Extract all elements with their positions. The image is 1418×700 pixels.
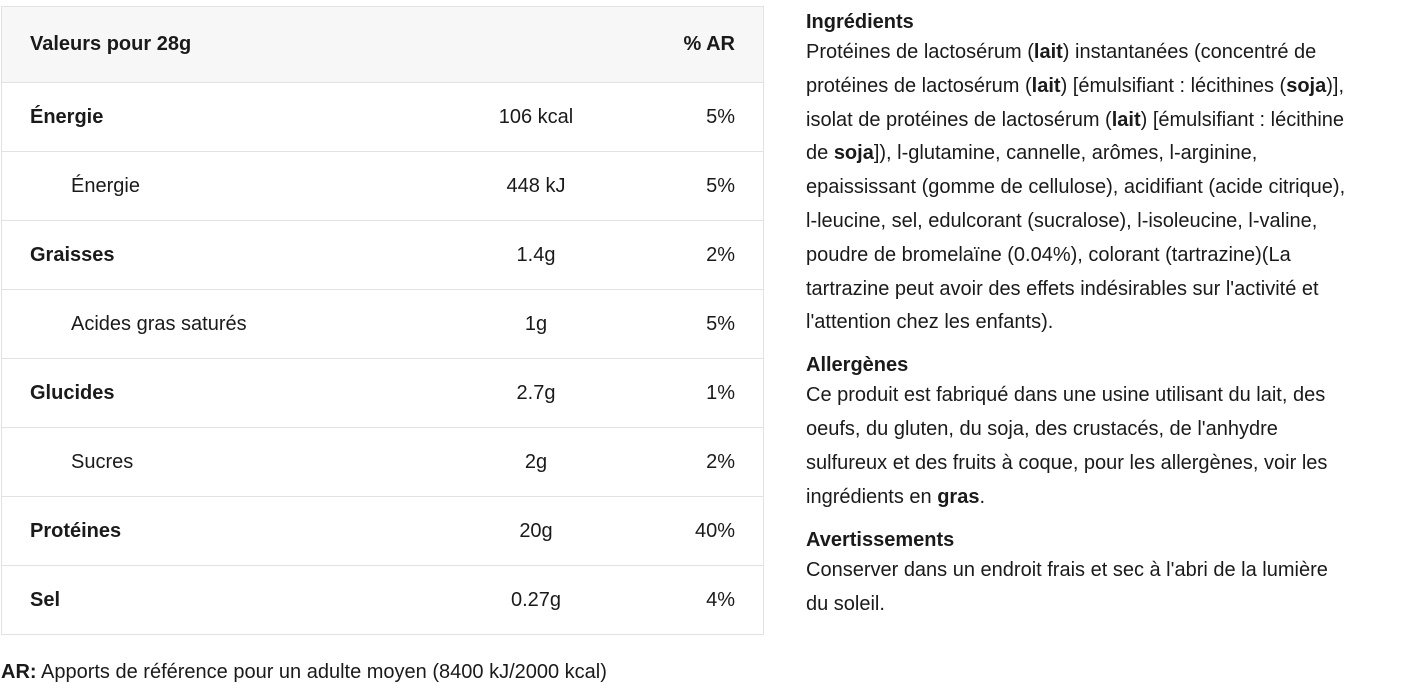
warnings-text <box>806 554 1418 622</box>
nutrition-row <box>2 221 764 290</box>
nutrition-row <box>2 428 764 497</box>
nutrient-pct: 40% <box>672 497 764 566</box>
allergens-line <box>806 447 1418 481</box>
text-segment: ) instantanées (concentré de <box>1062 41 1317 63</box>
ingredients-line <box>806 137 1418 171</box>
text-segment: l-leucine, sel, edulcorant (sucralose), l-isoleucine, l-valine, <box>806 209 1318 232</box>
warnings-title: Avertissements <box>806 529 955 552</box>
text-segment: ingrédients en <box>806 485 938 508</box>
nutrient-label: Sel <box>30 588 61 611</box>
text-segment: du soleil. <box>806 593 885 616</box>
nutrient-value: 0.27g <box>510 588 562 611</box>
nutrition-row <box>2 566 764 635</box>
nutrient-label: Énergie <box>2 152 401 221</box>
ingredients-line <box>806 36 1418 70</box>
nutrient-pct: 2% <box>672 221 764 290</box>
nutrition-row <box>2 290 764 359</box>
text-segment: )], <box>1326 74 1345 97</box>
text-segment: l'attention chez les enfants). <box>806 311 1054 334</box>
nutrient-value: 1g <box>400 290 672 359</box>
footnote-abbr: AR: <box>1 661 37 683</box>
ingredients-line <box>806 171 1418 205</box>
allergens-title: Allergènes <box>806 354 909 377</box>
text-segment: Protéines de lactosérum ( <box>806 41 1034 63</box>
ingredients-text <box>806 36 1418 340</box>
text-segment: sulfureux et des fruits à coque, pour les allergènes, voir les <box>806 451 1328 474</box>
nutrient-pct: 1% <box>672 359 764 428</box>
nutrient-value: 448 kJ <box>400 152 672 221</box>
text-segment: isolat de protéines de lactosérum ( <box>806 108 1112 131</box>
nutrient-label: Acides gras saturés <box>2 290 401 359</box>
allergens-section <box>806 351 1418 514</box>
text-segment: poudre de bromelaïne (0.04%), colorant (tartrazine)(La <box>806 243 1291 266</box>
nutrient-pct: 5% <box>672 152 764 221</box>
ingredients-line <box>806 104 1418 138</box>
nutrient-value: 20g <box>400 497 672 566</box>
nutrition-row <box>2 359 764 428</box>
nutrient-label: Énergie <box>2 83 401 152</box>
nutrient-value: 106 kcal <box>400 83 672 152</box>
bold-text: lait <box>1033 41 1063 63</box>
nutrition-header-row <box>2 7 764 83</box>
ingredients-line <box>806 70 1418 104</box>
allergens-text <box>806 379 1418 514</box>
ingredients-line <box>806 306 1418 340</box>
text-segment: Ce produit est fabriqué dans une usine utilisant du lait, des <box>806 384 1326 407</box>
header-value <box>400 7 672 83</box>
warnings-line <box>806 554 1418 588</box>
footnote-text: Apports de référence pour un adulte moyen (8400 kJ/2000 kcal) <box>36 661 607 683</box>
bold-text: lait <box>1031 74 1061 97</box>
nutrition-row <box>2 497 764 566</box>
nutrient-value: 2.7g <box>400 359 672 428</box>
text-segment: de <box>806 142 834 165</box>
text-segment: . <box>979 485 986 508</box>
header-label: Valeurs pour 28g <box>2 7 401 83</box>
nutrient-label: Sucres <box>2 428 401 497</box>
nutrition-row <box>2 83 764 152</box>
text-segment: Conserver dans un endroit frais et sec à l'abri de la lumière <box>806 559 1328 582</box>
text-segment: ) [émulsifiant : lécithine <box>1140 108 1345 131</box>
text-segment: ]), l-glutamine, cannelle, arômes, l-arginine, <box>873 142 1258 165</box>
nutrient-pct: 5% <box>672 290 764 359</box>
reference-intake-footnote <box>1 661 607 684</box>
ingredients-line <box>806 239 1418 273</box>
nutrient-label: Protéines <box>2 497 401 566</box>
nutrient-value: 2g <box>400 428 672 497</box>
ingredients-line <box>806 273 1418 307</box>
product-info <box>806 8 1418 622</box>
bold-text: soja <box>1286 74 1327 97</box>
allergens-line <box>806 379 1418 413</box>
bold-text: gras <box>937 485 980 508</box>
text-segment: tartrazine peut avoir des effets indésirables sur l'activité et <box>806 277 1319 300</box>
ingredients-line <box>806 205 1418 239</box>
text-segment: oeufs, du gluten, du soja, des crustacés, de l'anhydre <box>806 417 1278 440</box>
text-segment: protéines de lactosérum ( <box>806 74 1032 97</box>
bold-text: soja <box>833 142 874 165</box>
nutrient-value: 1.4g <box>400 221 672 290</box>
allergens-line <box>806 481 1418 515</box>
warnings-line <box>806 588 1418 622</box>
warnings-section <box>806 526 1418 622</box>
bold-text: lait <box>1111 108 1141 131</box>
nutrient-pct: 4% <box>706 588 735 611</box>
nutrient-pct: 5% <box>672 83 764 152</box>
nutrition-row <box>2 152 764 221</box>
text-segment: ) [émulsifiant : lécithines ( <box>1060 74 1287 97</box>
text-segment: epaississant (gomme de cellulose), acidifiant (acide citrique), <box>806 176 1346 199</box>
nutrient-pct: 2% <box>672 428 764 497</box>
ingredients-section <box>806 8 1418 340</box>
ingredients-title: Ingrédients <box>806 11 914 33</box>
allergens-line <box>806 413 1418 447</box>
nutrition-table <box>1 6 764 635</box>
header-pct: % AR <box>672 7 764 83</box>
nutrient-label: Graisses <box>2 221 401 290</box>
nutrient-label: Glucides <box>2 359 401 428</box>
